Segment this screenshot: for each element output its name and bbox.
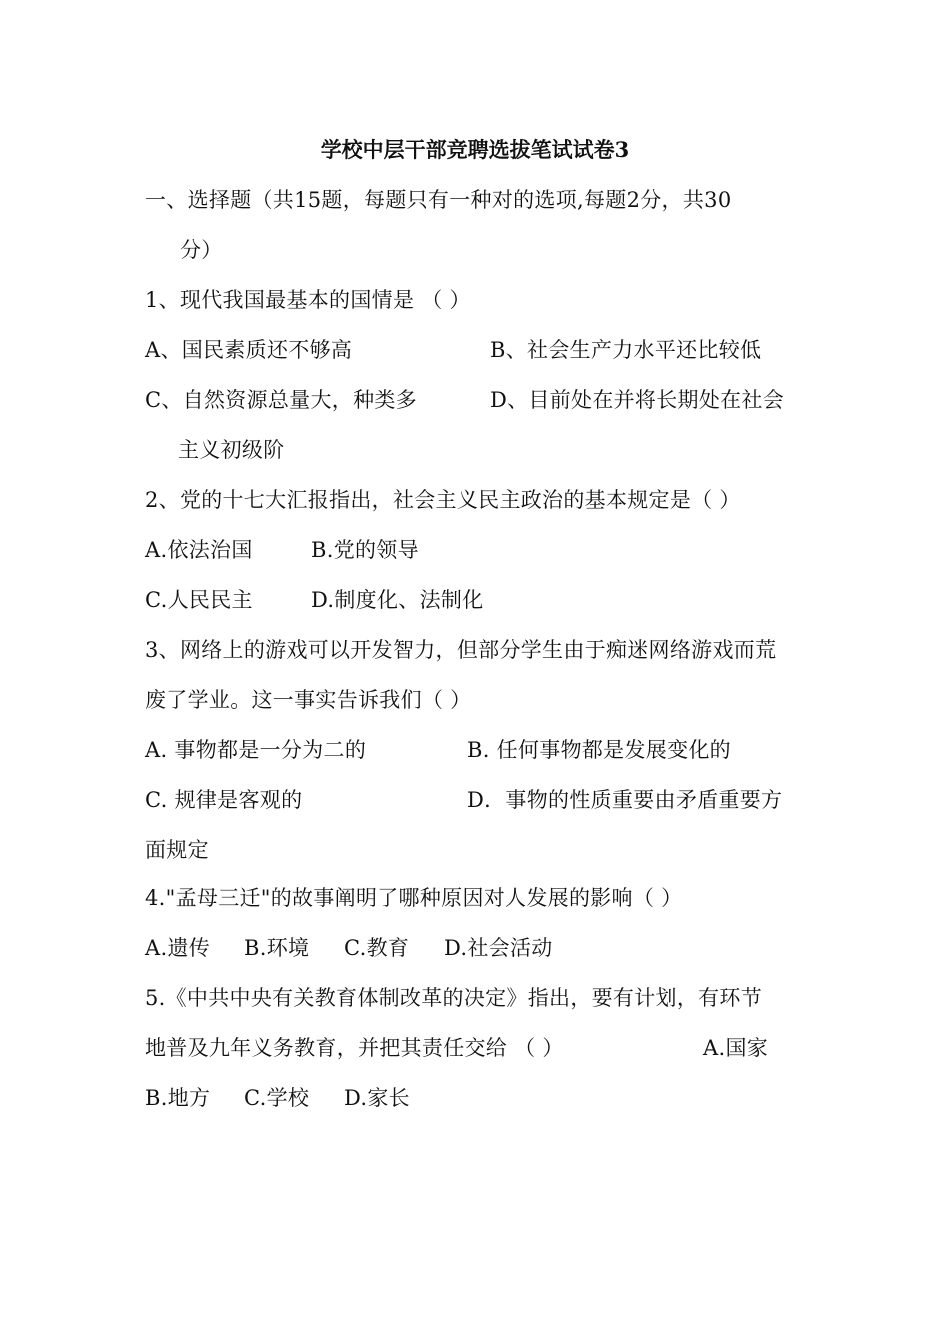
question-3-stem-continued: 废了学业。这一事实告诉我们（ ） — [145, 688, 472, 712]
question-2-option-c: C.人民民主 — [145, 588, 253, 612]
question-3-option-b: B. 任何事物都是发展变化的 — [467, 738, 731, 762]
question-5-option-d: D.家长 — [344, 1086, 410, 1110]
question-2-option-a: A.依法治国 — [145, 538, 253, 562]
question-5-option-b: B.地方 — [145, 1086, 211, 1110]
section-heading: 一、选择题（共15题，每题只有一种对的选项,每题2分，共30 — [145, 188, 732, 212]
question-3-option-d: D．事物的性质重要由矛盾重要方 — [467, 788, 783, 812]
question-4-option-c: C.教育 — [344, 936, 410, 960]
question-3-option-d-continued: 面规定 — [145, 838, 209, 862]
question-4-option-a: A.遗传 — [145, 936, 211, 960]
question-2-option-b: B.党的领导 — [311, 538, 419, 562]
question-5-option-c: C.学校 — [244, 1086, 310, 1110]
section-heading-continued: 分） — [180, 238, 223, 262]
question-4-option-d: D.社会活动 — [444, 936, 553, 960]
question-3-stem: 3、网络上的游戏可以开发智力，但部分学生由于痴迷网络游戏而荒 — [145, 638, 777, 662]
question-1-option-d: D、目前处在并将长期处在社会 — [490, 388, 785, 412]
question-3-option-c: C. 规律是客观的 — [145, 788, 303, 812]
question-5-stem-continued: 地普及九年义务教育，并把其责任交给 （ ） — [145, 1036, 564, 1060]
question-1-option-b: B、社会生产力水平还比较低 — [490, 338, 762, 362]
question-1-stem: 1、现代我国最基本的国情是 （ ） — [145, 288, 471, 312]
question-5-option-a: A.国家 — [703, 1036, 769, 1060]
question-3-option-a: A. 事物都是一分为二的 — [145, 738, 367, 762]
question-1-option-a: A、国民素质还不够高 — [145, 338, 353, 362]
page-title: 学校中层干部竞聘选拔笔试试卷3 — [320, 137, 630, 162]
question-4-stem: 4."孟母三迁"的故事阐明了哪种原因对人发展的影响（ ） — [145, 886, 683, 910]
question-2-option-d: D.制度化、法制化 — [311, 588, 484, 612]
question-1-option-d-continued: 主义初级阶 — [178, 438, 285, 462]
question-1-option-c: C、自然资源总量大，种类多 — [145, 388, 417, 412]
question-2-stem: 2、党的十七大汇报指出，社会主义民主政治的基本规定是（ ） — [145, 488, 741, 512]
question-5-stem: 5.《中共中央有关教育体制改革的决定》指出，要有计划，有环节 — [145, 986, 763, 1010]
question-4-option-b: B.环境 — [244, 936, 310, 960]
